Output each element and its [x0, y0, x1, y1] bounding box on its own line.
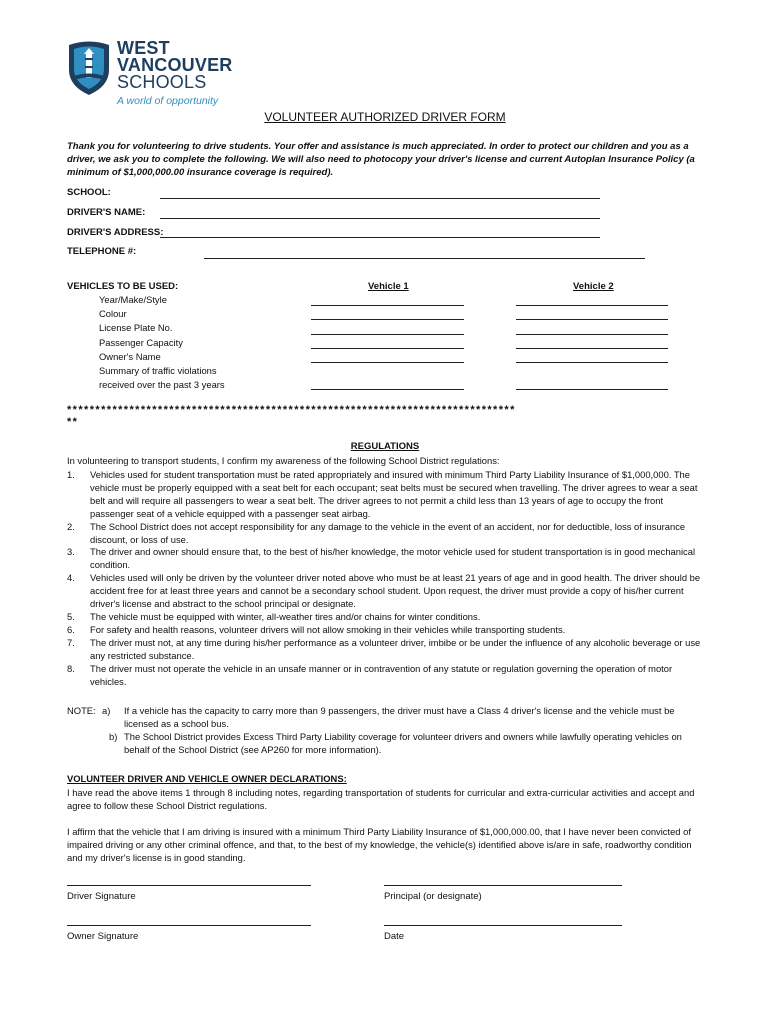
vehicle1-heading: Vehicle 1	[368, 281, 409, 292]
row-owners-name: Owner's Name	[99, 350, 161, 362]
regulation-number: 5.	[67, 610, 75, 622]
vehicles-heading: VEHICLES TO BE USED:	[67, 281, 179, 292]
note-b-text: The School District provides Excess Third Party Liability coverage for volunteer drivers and owners while lawfully operating vehicles on behalf of the School District (see AP260 for more information).	[124, 730, 682, 755]
vehicle1-violations-line[interactable]	[311, 389, 464, 390]
regulation-text: The driver and owner should ensure that, to the best of his/her knowledge, the motor vehicle used for student transportation is in good mechanical condition.	[90, 546, 696, 571]
vehicle2-heading: Vehicle 2	[573, 281, 614, 292]
regulations-heading: REGULATIONS	[350, 441, 420, 452]
vehicle1-owner-line[interactable]	[311, 362, 464, 363]
note-a-label: a)	[102, 705, 111, 716]
row-passenger-capacity: Passenger Capacity	[99, 336, 183, 348]
note-b-label: b)	[109, 730, 118, 742]
principal-signature-line[interactable]	[384, 885, 622, 886]
date-label: Date	[384, 931, 405, 942]
regulation-number: 2.	[67, 520, 75, 532]
regulation-item	[67, 469, 707, 521]
note-label: NOTE:	[67, 705, 96, 716]
regulation-number: 3.	[67, 546, 75, 558]
regulation-item	[67, 637, 707, 663]
owner-signature-line[interactable]	[67, 925, 311, 926]
regulation-item	[67, 546, 707, 572]
regulation-text: The vehicle must be equipped with winter, all-weather tires and/or chains for winter conditions.	[90, 610, 481, 622]
principal-signature-label: Principal (or designate)	[384, 891, 482, 902]
school-input-line[interactable]	[160, 198, 600, 199]
separator-line-1: *******************************************************************************	[67, 404, 516, 416]
declarations-para-2: I affirm that the vehicle that I am driving is insured with a minimum Third Party Liability Insurance of $1,000,000.00, that I have never been convicted of impaired driving or any other criminal offence, and that, to the best of my knowledge, the vehicle(s) identified above is/are in safe, roadworthy condition and my driver's license is in good standing.	[67, 826, 692, 863]
vehicle2-year-line[interactable]	[516, 305, 668, 306]
regulation-text: The driver must not operate the vehicle in an unsafe manner or in contravention of any statute or regulation governing the operation of motor vehicles.	[90, 662, 673, 687]
vehicle1-capacity-line[interactable]	[311, 348, 464, 349]
driver-name-input-line[interactable]	[160, 218, 600, 219]
telephone-label: TELEPHONE #:	[67, 246, 137, 257]
vehicle1-plate-line[interactable]	[311, 334, 464, 335]
row-traffic-violations-2: received over the past 3 years	[99, 379, 225, 391]
school-label: SCHOOL:	[67, 187, 111, 198]
declarations-para-1: I have read the above items 1 through 8 including notes, regarding transportation of students for curricular and extra-curricular activities and accept and agree to follow these School District regulations.	[67, 787, 695, 811]
note-a-text: If a vehicle has the capacity to carry more than 9 passengers, the driver must have a Class 4 driver's license and the vehicle must be licensed as a school bus.	[124, 705, 675, 729]
logo-wordmark	[117, 40, 232, 91]
telephone-input-line[interactable]	[204, 258, 645, 259]
regulation-number: 7.	[67, 636, 75, 648]
vehicle2-owner-line[interactable]	[516, 362, 668, 363]
vehicle1-year-line[interactable]	[311, 305, 464, 306]
regulation-item	[67, 572, 707, 611]
note-a	[67, 705, 707, 731]
logo-line-west: WEST	[117, 38, 170, 58]
driver-address-input-line[interactable]	[160, 237, 600, 238]
regulation-number: 6.	[67, 623, 75, 635]
regulation-item	[67, 624, 707, 637]
vehicle-rows-labels	[99, 293, 225, 392]
logo-line-schools: SCHOOLS	[117, 72, 207, 92]
row-traffic-violations: Summary of traffic violations	[99, 365, 217, 377]
regulation-number: 4.	[67, 572, 75, 584]
logo-line-vancouver: VANCOUVER	[117, 55, 233, 75]
regulation-text: The School District does not accept responsibility for any damage to the vehicle in the event of an accident, nor for deductible, loss of insurance discount, or loss of use.	[90, 520, 686, 545]
note-b	[67, 731, 707, 757]
owner-signature-label: Owner Signature	[67, 931, 139, 942]
regulations-list	[67, 469, 707, 688]
vehicle1-colour-line[interactable]	[311, 319, 464, 320]
row-colour: Colour	[99, 308, 127, 320]
regulation-text: The driver must not, at any time during his/her performance as a volunteer driver, imbibe or be under the influence of any alcoholic beverage or use any restricted substance.	[90, 636, 701, 661]
form-title: VOLUNTEER AUTHORIZED DRIVER FORM	[264, 110, 506, 124]
lighthouse-shield-icon	[66, 40, 112, 96]
regulation-text: Vehicles used for student transportation must be rated appropriately and insured with minimum Third Party Liability Insurance of $1,000,000. The vehicle must be properly equipped with a seat belt for each occupant; seat belts must be secured when travelling. The driver agrees to wear a seat belt and will require all passengers to wear a seat belt. The driver agrees to not permit a child less than 13 years of age to occupy the front passenger seat of a vehicle equipped with a passenger seat airbag.	[90, 469, 698, 519]
note-block	[67, 705, 707, 757]
regulation-number: 1.	[67, 469, 75, 480]
separator-stars	[67, 404, 707, 428]
vehicle2-colour-line[interactable]	[516, 319, 668, 320]
date-line[interactable]	[384, 925, 622, 926]
row-year-make-style: Year/Make/Style	[99, 294, 167, 305]
vehicle2-violations-line[interactable]	[516, 389, 668, 390]
separator-line-2: **	[67, 416, 79, 428]
regulation-number: 8.	[67, 662, 75, 674]
regulation-item	[67, 521, 707, 547]
regulation-text: For safety and health reasons, volunteer drivers will not allow smoking in their vehicles while transporting students.	[90, 623, 566, 635]
driver-signature-label: Driver Signature	[67, 891, 136, 902]
regulation-item	[67, 663, 707, 689]
logo-tagline: A world of opportunity	[117, 95, 219, 107]
driver-signature-line[interactable]	[67, 885, 311, 886]
vehicle2-plate-line[interactable]	[516, 334, 668, 335]
intro-text: Thank you for volunteering to drive students. Your offer and assistance is much appreciated. In order to protect our children and you as a driver, we ask you to complete the following. We will also need to photocopy your driver's license and current Autoplan Insurance Policy (a minimum of $1,000,000.00 insurance coverage is required).	[67, 141, 695, 178]
row-license-plate: License Plate No.	[99, 322, 173, 334]
driver-address-label: DRIVER'S ADDRESS:	[67, 227, 164, 238]
driver-name-label: DRIVER'S NAME:	[67, 207, 146, 218]
regulations-intro: In volunteering to transport students, I confirm my awareness of the following School District regulations:	[67, 455, 500, 466]
declarations-heading: VOLUNTEER DRIVER AND VEHICLE OWNER DECLARATIONS:	[67, 773, 347, 784]
vehicle2-capacity-line[interactable]	[516, 348, 668, 349]
regulation-item	[67, 611, 707, 624]
regulation-text: Vehicles used will only be driven by the volunteer driver noted above who must be at least 21 years of age and in good health. The driver should be accident free for at least three years and cannot be a secondary school student. Upon request, the driver must provide a copy of his/her current driver's license and abstract to the school principal or designate.	[90, 572, 701, 610]
